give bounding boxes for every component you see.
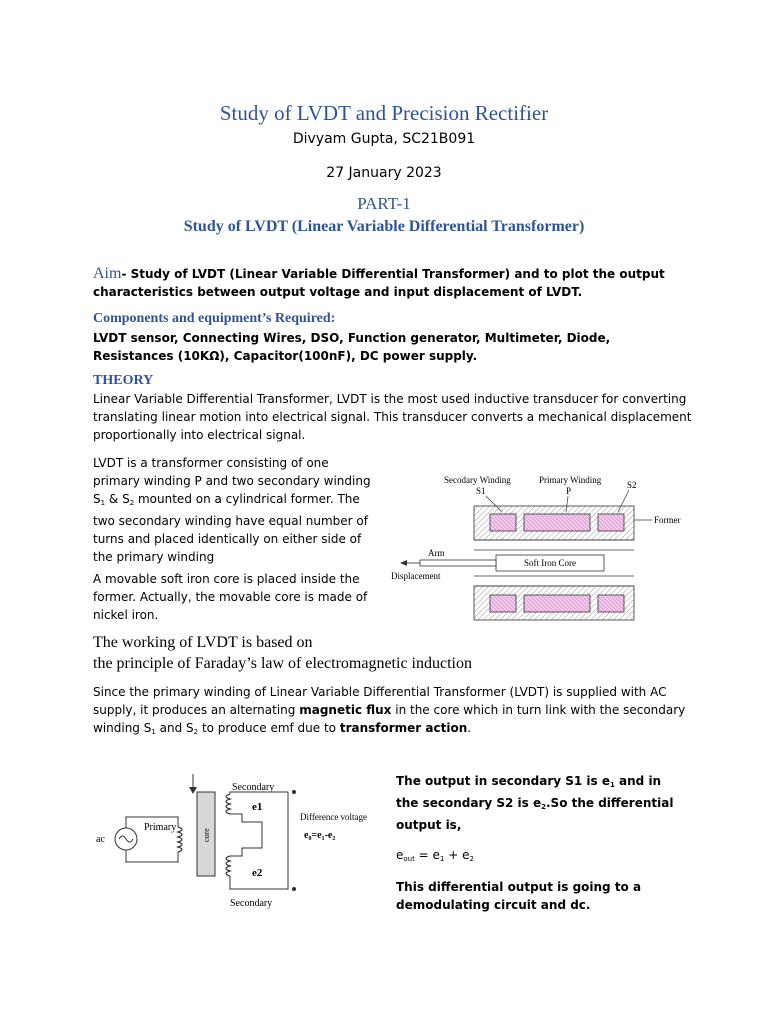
output-text-1: The output in secondary S1 is e	[396, 774, 610, 788]
since-text-5: .	[467, 721, 472, 735]
since-bold-1: magnetic flux	[299, 703, 392, 717]
part-heading: PART-1	[357, 194, 411, 213]
label-e2: e2	[252, 867, 263, 879]
aim-label: Aim	[93, 265, 122, 282]
label-displacement: Displacement	[391, 571, 441, 581]
coil-s2-top	[598, 514, 624, 531]
label-arm: Arm	[428, 548, 445, 558]
working-line-2: the principle of Faraday’s law of electromagnetic induction	[93, 655, 472, 672]
since-paragraph	[93, 683, 693, 741]
components-heading: Components and equipment’s Required:	[93, 311, 336, 326]
secondary-coil-bottom-icon	[226, 856, 230, 876]
working-heading	[93, 632, 472, 674]
label-ac: ac	[96, 834, 105, 845]
since-sub-1: 1	[151, 728, 156, 736]
since-sub-2: 2	[193, 728, 199, 736]
output-description	[396, 772, 686, 914]
label-e1: e1	[252, 801, 263, 813]
output-line	[396, 772, 686, 834]
label-p: P	[566, 486, 572, 496]
coil-primary-top	[524, 514, 590, 531]
theory-heading: THEORY	[93, 373, 154, 388]
secondary-coil-top-icon	[226, 794, 230, 814]
label-primary-winding: Primary Winding	[539, 475, 602, 485]
theory-text: Linear Variable Differential Transformer, LVDT is the most used inductive transducer for converting translating linear motion into electrical signal. This transducer converts a mechanical displacement proportionally into electrical signal.	[93, 392, 692, 442]
since-text-4: to produce emf due to	[198, 721, 340, 735]
coil-s1-bottom	[490, 595, 516, 612]
eq-e: e	[396, 848, 404, 862]
working-line-1: The working of LVDT is based on	[93, 634, 313, 651]
lvdt-construction-diagram	[386, 468, 686, 628]
label-s1: S1	[476, 486, 486, 496]
coil-s1-top	[490, 514, 516, 531]
lvdt-circuit-diagram	[92, 772, 382, 917]
primary-coil-icon	[178, 827, 182, 852]
aim-text: - Study of LVDT (Linear Variable Differential Transformer) and to plot the output characteristics between output voltage and input displacement of LVDT.	[93, 267, 665, 299]
arm-rod	[420, 560, 496, 566]
output-sub-2: 2	[541, 803, 546, 811]
author-line: Divyam Gupta, SC21B091	[292, 131, 476, 147]
since-bold-2: transformer action	[339, 721, 468, 735]
label-primary: Primary	[144, 822, 177, 833]
aim-paragraph	[93, 265, 693, 301]
label-difference-equation: e₀=e₁-e₂	[304, 830, 336, 841]
since-text-2: in the core which in turn link with the secondary winding S	[93, 703, 686, 735]
label-s2: S2	[627, 480, 637, 490]
label-secondary-bottom: Secondary	[230, 898, 273, 909]
components-text: LVDT sensor, Connecting Wires, DSO, Function generator, Multimeter, Diode, Resistances (10KΩ), Capacitor(100nF), DC power supply.	[93, 331, 611, 363]
since-text-3: and S	[155, 721, 194, 735]
eq-sub-2: 2	[469, 855, 474, 863]
label-core: core	[202, 828, 211, 842]
label-former: Former	[654, 515, 681, 525]
eq-sub-out: out	[403, 855, 415, 863]
demod-text: This differential output is going to a demodulating circuit and dc.	[396, 880, 642, 912]
core-description: A movable soft iron core is placed inside the former. Actually, the movable core is made of nickel iron.	[93, 572, 368, 622]
output-equation	[396, 846, 686, 868]
lvdt-desc-text-1: LVDT is a transformer consisting of one primary winding P and two secondary winding S	[93, 456, 371, 506]
lvdt-desc-text-3: mounted on a cylindrical former. The two secondary winding have equal number of turns and placed identically on either side of the primary winding	[93, 492, 368, 564]
lvdt-desc-sub-2: 2	[129, 499, 135, 507]
since-text-1: Since the primary winding of Linear Variable Differential Transformer (LVDT) is supplied with AC supply, it produces an alternating	[93, 685, 667, 717]
part-subtitle: Study of LVDT (Linear Variable Differential Transformer)	[183, 218, 585, 235]
label-secondary-winding: Secodary Winding	[444, 475, 511, 485]
lvdt-desc-sub-1: 1	[100, 499, 106, 507]
label-soft-iron-core: Soft Iron Core	[524, 558, 576, 568]
label-difference-voltage: Difference voltage	[300, 812, 368, 822]
output-text-3: .So the differential output is,	[396, 796, 674, 832]
document-title: Study of LVDT and Precision Rectifier	[219, 101, 549, 125]
lvdt-description	[93, 454, 378, 566]
label-secondary-top: Secondary	[232, 782, 275, 793]
eq-sub-1: 1	[439, 855, 445, 863]
eq-plus: + e	[444, 848, 470, 862]
date-line: 27 January 2023	[326, 165, 442, 181]
lvdt-desc-text-2: & S	[105, 492, 130, 506]
output-text-2: and in the secondary S2 is e	[396, 774, 662, 810]
coil-s2-bottom	[598, 595, 624, 612]
output-sub-1: 1	[609, 781, 615, 789]
eq-mid: = e	[414, 848, 440, 862]
coil-primary-bottom	[524, 595, 590, 612]
